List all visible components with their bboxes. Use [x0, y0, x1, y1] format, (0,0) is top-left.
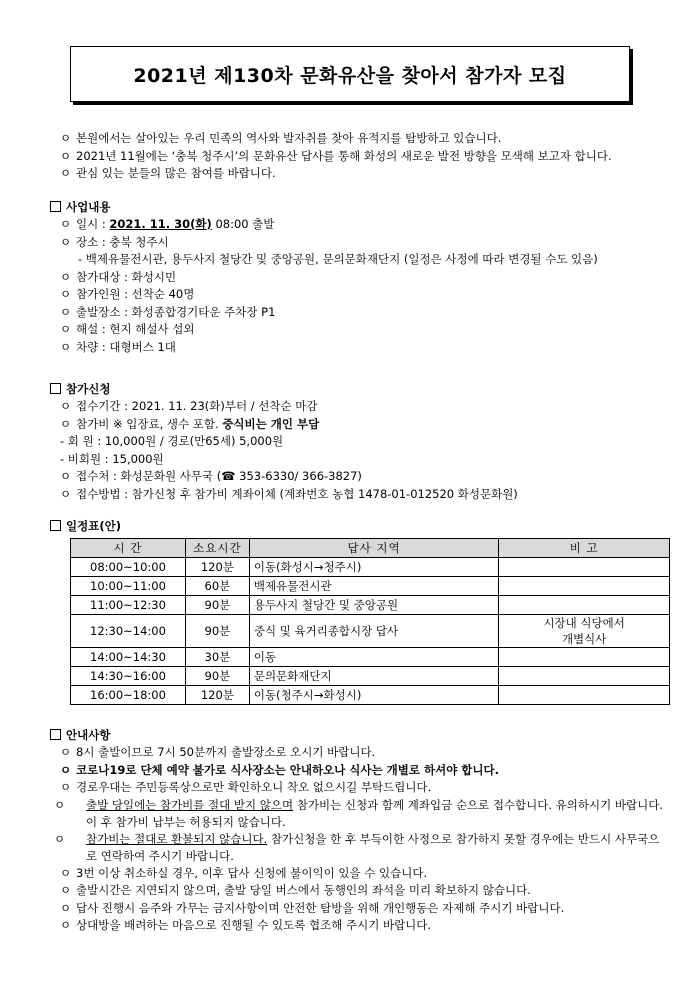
- schedule-heading-wrap: [50, 517, 670, 535]
- table-row: 08:00~10:00 120분 이동(화성시→청주시): [71, 558, 670, 577]
- intro-line: ㅇ 본원에서는 살아있는 우리 민족의 역사와 발자취를 찾아 유적지를 탐방하고 있습니다.: [60, 130, 670, 148]
- note-cell: 시장내 식당에서 개별식사: [499, 615, 670, 648]
- bullet-icon: ㅇ: [60, 234, 72, 249]
- departure-item: ㅇ 출발장소 : 화성종합경기타운 주차장 P1: [50, 304, 670, 322]
- table-row: 12:30~14:00 90분 중식 및 육거리종합시장 답사 시장내 식당에서 개별식사: [71, 615, 670, 648]
- document-title: 2021년 제130차 문화유산을 찾아서 참가자 모집: [133, 64, 567, 87]
- application-section: [50, 380, 670, 503]
- fee-item: ㅇ 참가비 ※ 입장료, 생수 포함. 중식비는 개인 부담: [50, 416, 670, 434]
- date-item: ㅇ 일시 : 2021. 11. 30(화) 08:00 출발: [50, 216, 670, 234]
- notice-section: [50, 726, 670, 935]
- column-header: 비 고: [499, 539, 670, 558]
- bullet-icon: ㅇ: [60, 780, 72, 794]
- method-item: ㅇ 접수방법 : 참가신청 후 참가비 계좌이체 (계좌번호 농협 1478-01-012520 화성문화원): [50, 486, 670, 504]
- bullet-icon: ㅇ: [54, 831, 66, 846]
- bullet-icon: ㅇ: [60, 900, 72, 915]
- table-row: 14:00~14:30 30분 이동: [71, 648, 670, 667]
- target-item: ㅇ 참가대상 : 화성시민: [50, 269, 670, 287]
- notice-item: ㅇ 출발 당일에는 참가비를 절대 받지 않으며 참가비는 신청과 함께 계좌입금 순으로 접수합니다. 유의하시기 바랍니다. 이 후 참가비 납부는 허용되지 않습니다.: [54, 797, 663, 829]
- column-header: 답사 지역: [249, 539, 498, 558]
- column-header: 시 간: [71, 539, 186, 558]
- intro-line: ㅇ 2021년 11월에는 ‘충북 청주시’의 문화유산 답사를 통해 화성의 새로운 발전 방향을 모색해 보고자 합니다.: [60, 148, 670, 166]
- section-heading: 사업내용: [50, 198, 670, 216]
- notice-item: ㅇ 답사 진행시 음주와 가무는 금지사항이며 안전한 탐방을 위해 개인행동은 자제해 주시기 바랍니다.: [50, 900, 670, 918]
- business-section: [50, 198, 670, 356]
- notice-item: ㅇ 코로나19로 단체 예약 불가로 식사장소는 안내하오나 식사는 개별로 하셔야 합니다.: [50, 762, 670, 780]
- bullet-icon: ㅇ: [60, 217, 72, 231]
- bullet-icon: ㅇ: [60, 399, 72, 413]
- place-item: ㅇ 장소 : 충북 청주시: [50, 234, 670, 252]
- schedule-table: [70, 538, 670, 705]
- guide-item: ㅇ 해설 : 현지 해설사 섭외: [50, 321, 670, 339]
- table-row: 10:00~11:00 60분 백제유물전시관: [71, 577, 670, 596]
- document-title-box: [70, 46, 630, 102]
- nonmember-fee: - 비회원 : 15,000원: [60, 451, 164, 466]
- period-item: ㅇ 접수기간 : 2021. 11. 23(화)부터 / 선착순 마감: [50, 398, 670, 416]
- bullet-icon: ㅇ: [60, 918, 72, 932]
- section-heading: 안내사항: [50, 726, 670, 744]
- square-icon: [50, 383, 61, 394]
- intro-line: ㅇ 관심 있는 분들의 많은 참여를 바랍니다.: [60, 165, 670, 183]
- square-icon: [50, 201, 61, 212]
- table-row: 14:30~16:00 90분 문의문화재단지: [71, 667, 670, 686]
- bullet-icon: ㅇ: [60, 762, 72, 777]
- member-fee: - 회 원 : 10,000원 / 경로(만65세) 5,000원: [60, 434, 284, 448]
- intro-section: [60, 130, 670, 183]
- bullet-icon: ㅇ: [60, 166, 72, 180]
- count-item: ㅇ 참가인원 : 선착순 40명: [50, 286, 670, 304]
- bullet-icon: ㅇ: [60, 304, 72, 319]
- square-icon: [50, 729, 61, 740]
- bullet-icon: ㅇ: [54, 797, 66, 812]
- table-row: 16:00~18:00 120분 이동(청주시→화성시): [71, 686, 670, 705]
- bullet-icon: ㅇ: [60, 287, 72, 301]
- bullet-icon: ㅇ: [60, 486, 72, 501]
- notice-item: ㅇ 8시 출발이므로 7시 50분까지 출발장소로 오시기 바랍니다.: [50, 744, 670, 762]
- column-header: 소요시간: [185, 539, 249, 558]
- bullet-icon: ㅇ: [60, 339, 72, 354]
- date-value: 2021. 11. 30(화): [109, 217, 212, 231]
- vehicle-item: ㅇ 차량 : 대형버스 1대: [50, 339, 670, 357]
- bullet-icon: ㅇ: [60, 883, 72, 897]
- table-row: 11:00~12:30 90분 용두사지 철당간 및 중앙공원: [71, 596, 670, 615]
- bullet-icon: ㅇ: [60, 745, 72, 759]
- square-icon: [50, 520, 61, 531]
- bullet-icon: ㅇ: [60, 416, 72, 431]
- section-heading: 일정표(안): [50, 517, 670, 535]
- bullet-icon: ㅇ: [60, 148, 72, 163]
- notice-item: ㅇ 상대방을 배려하는 마음으로 진행될 수 있도록 협조해 주시기 바랍니다.: [50, 917, 670, 935]
- notice-item: ㅇ 경로우대는 주민등록상으로만 확인하오니 착오 없으시길 부탁드립니다.: [50, 779, 670, 797]
- place-detail: - 백제유물전시관, 용두사지 철당간 및 중앙공원, 문의문화재단지 (일정은 사정에 따라 변경될 수도 있음): [78, 252, 598, 266]
- notice-item: ㅇ 참가비는 절대로 환불되지 않습니다. 참가신청을 한 후 부득이한 사정으로 참가하지 못할 경우에는 반드시 사무국으로 연락하여 주시기 바랍니다.: [54, 831, 660, 863]
- bullet-icon: ㅇ: [60, 865, 72, 880]
- section-heading: 참가신청: [50, 380, 670, 398]
- bullet-icon: ㅇ: [60, 269, 72, 284]
- bullet-icon: ㅇ: [60, 322, 72, 336]
- notice-item: ㅇ 출발시간은 지연되지 않으며, 출발 당일 버스에서 동행인의 좌석을 미리 확보하지 않습니다.: [50, 882, 670, 900]
- table-header-row: [71, 539, 670, 558]
- notice-item: ㅇ 3번 이상 취소하실 경우, 이후 답사 신청에 불이익이 있을 수 있습니다.: [50, 865, 670, 883]
- bullet-icon: ㅇ: [60, 469, 72, 483]
- office-item: ㅇ 접수처 : 화성문화원 사무국 (☎ 353-6330/ 366-3827): [50, 468, 670, 486]
- bullet-icon: ㅇ: [60, 131, 72, 145]
